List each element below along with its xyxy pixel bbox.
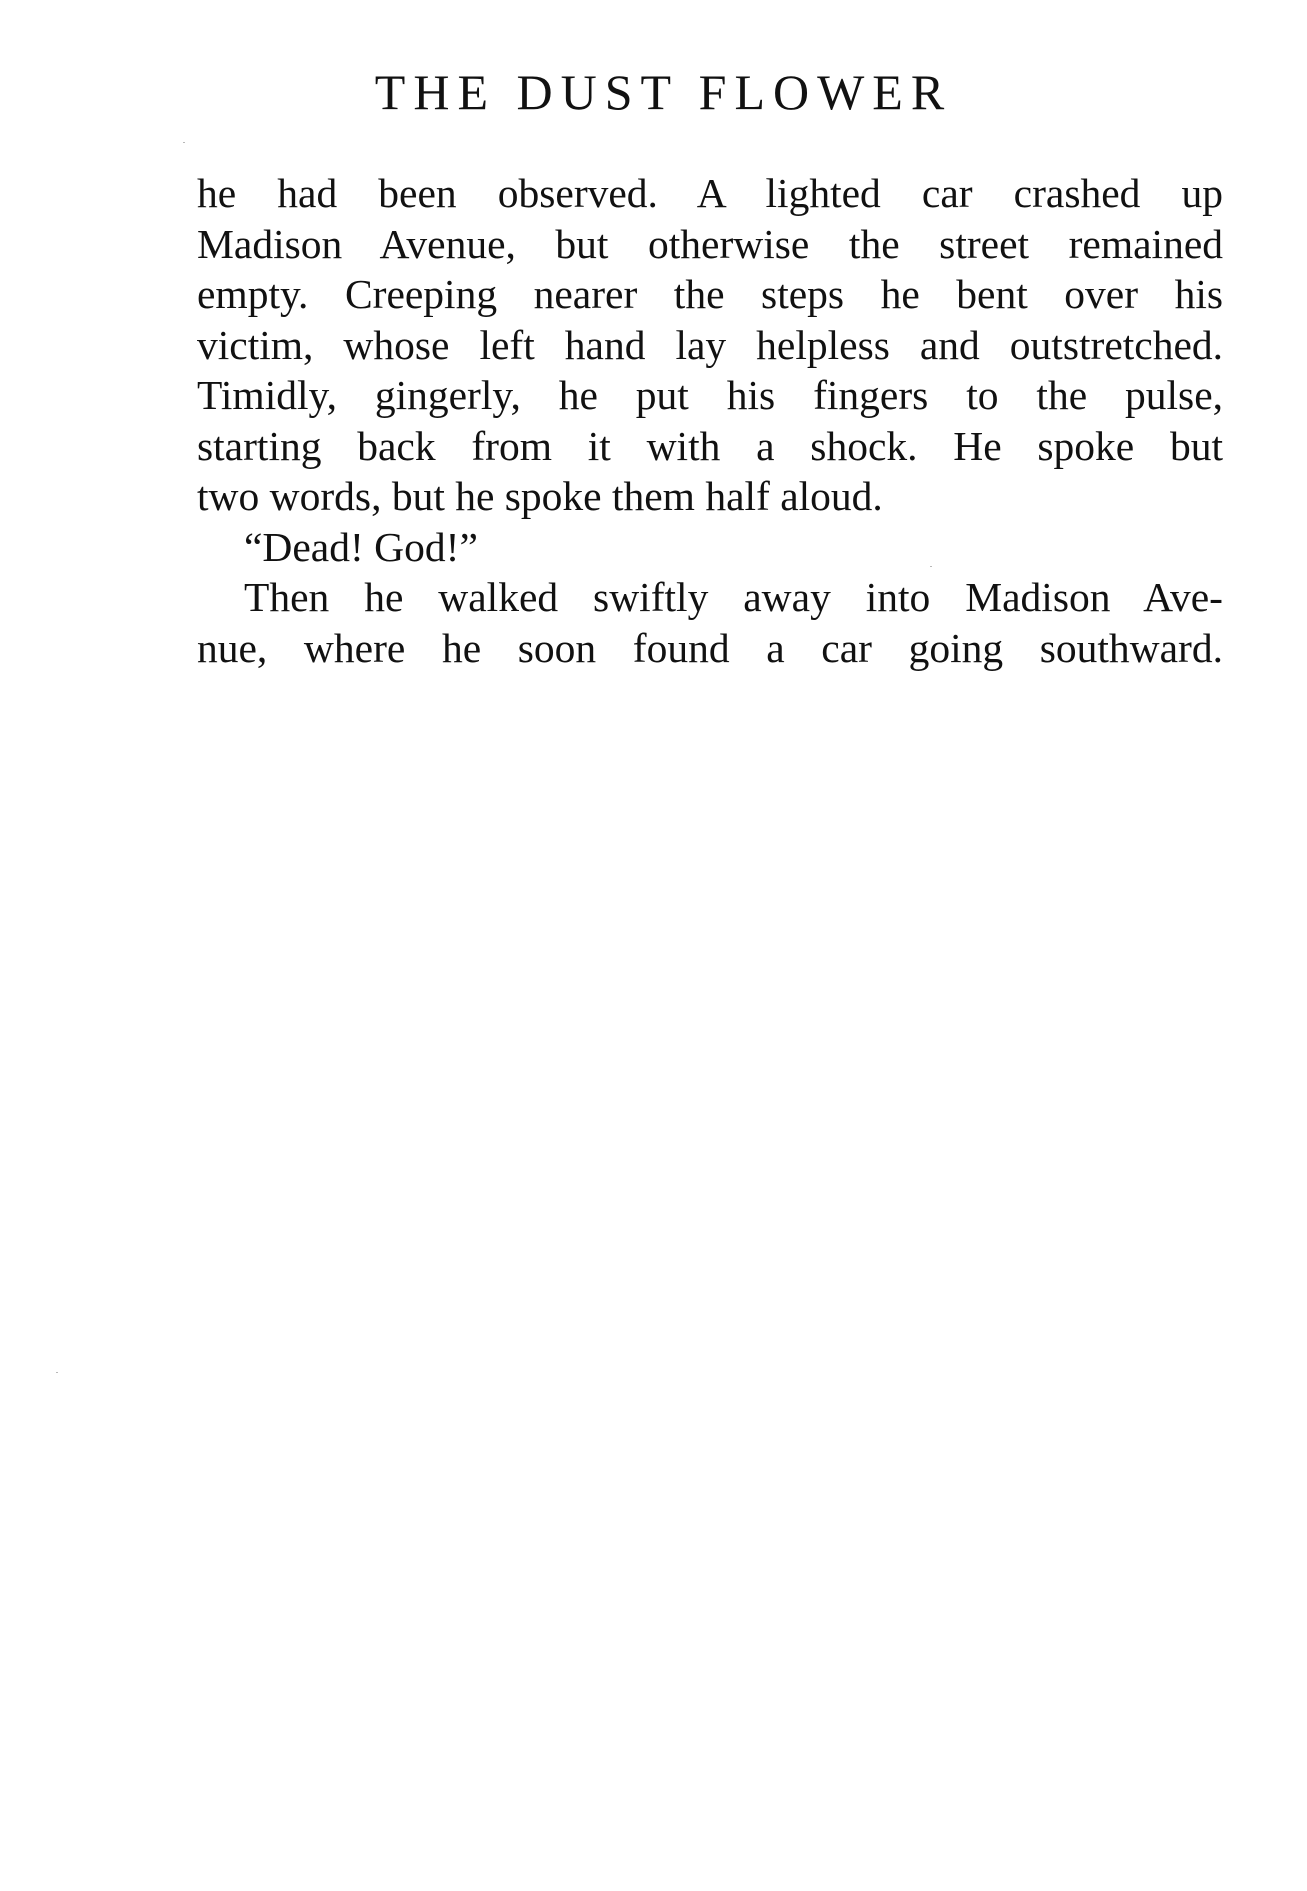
body-text bbox=[197, 168, 1223, 673]
scan-speck bbox=[183, 142, 185, 143]
text-line: Timidly, gingerly, he put his fingers to the pulse, bbox=[197, 372, 1223, 418]
text-line: Then he walked swiftly away into Madison Ave- bbox=[244, 574, 1223, 620]
text-line: Madison Avenue, but otherwise the street remained bbox=[197, 220, 1223, 267]
text-line: two words, but he spoke them half aloud. bbox=[197, 473, 883, 519]
paragraph bbox=[197, 572, 1223, 673]
text-line: victim, whose left hand lay helpless and outstretched. bbox=[197, 321, 1223, 368]
scan-speck bbox=[930, 566, 932, 567]
text-line: nue, where he soon found a car going southward. bbox=[197, 624, 1223, 671]
text-line: he had been observed. A lighted car crashed up bbox=[197, 170, 1223, 216]
paragraph bbox=[197, 522, 1223, 573]
running-head: THE DUST FLOWER bbox=[374, 64, 953, 120]
text-line: “Dead! God!” bbox=[244, 523, 478, 570]
text-line: starting back from it with a shock. He spoke but bbox=[197, 422, 1223, 469]
paragraph bbox=[197, 168, 1223, 522]
scan-speck bbox=[56, 1372, 58, 1373]
text-line: empty. Creeping nearer the steps he bent over his bbox=[197, 271, 1223, 317]
